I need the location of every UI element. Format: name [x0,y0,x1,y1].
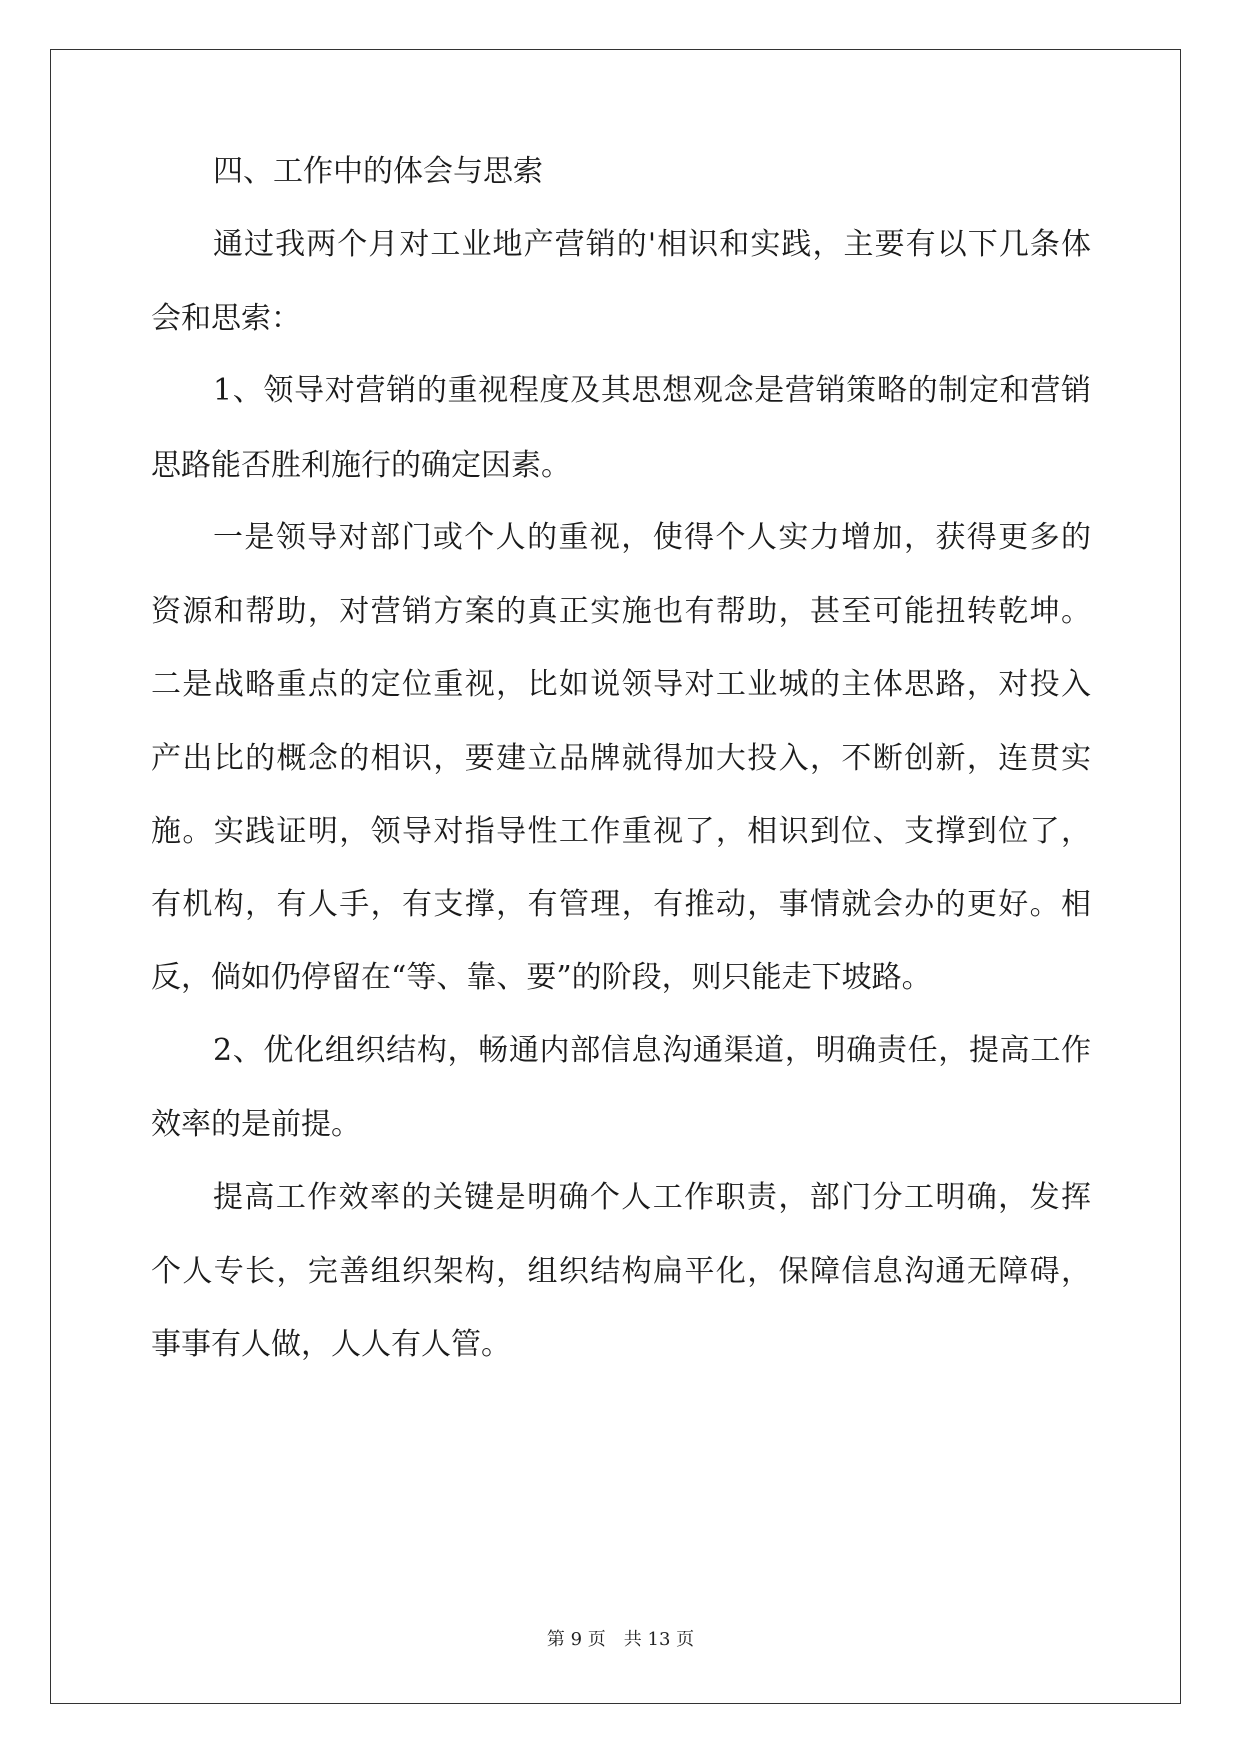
paragraph-line: 2、优化组织结构，畅通内部信息沟通渠道，明确责任，提高工作 [213,1033,1091,1068]
paragraph-line: 通过我两个月对工业地产营销的'相识和实践，主要有以下几条体 [213,227,1091,262]
paragraph-line: 1、领导对营销的重视程度及其思想观念是营销策略的制定和营销 [213,373,1091,408]
paragraph-line: 一是领导对部门或个人的重视，使得个人实力增加，获得更多的 [213,520,1091,555]
paragraph-line: 产出比的概念的相识，要建立品牌就得加大投入，不断创新，连贯实 [151,741,1091,776]
paragraph-line: 事事有人做，人人有人管。 [151,1327,511,1362]
paragraph-line: 思路能否胜利施行的确定因素。 [151,448,571,483]
page-border [50,49,1181,1704]
paragraph-line: 二是战略重点的定位重视，比如说领导对工业城的主体思路，对投入 [151,667,1091,702]
paragraph-line: 有机构，有人手，有支撑，有管理，有推动，事情就会办的更好。相 [151,887,1091,922]
paragraph-line: 会和思索： [151,301,301,336]
section-heading: 四、工作中的体会与思索 [213,154,543,189]
paragraph-line: 施。实践证明，领导对指导性工作重视了，相识到位、支撑到位了， [151,814,1091,849]
paragraph-line: 提高工作效率的关键是明确个人工作职责，部门分工明确，发挥 [213,1180,1091,1215]
paragraph-line: 反，倘如仍停留在“等、靠、要”的阶段，则只能走下坡路。 [151,960,932,995]
page-number-footer: 第 9 页 共 13 页 [546,1629,695,1650]
paragraph-line: 效率的是前提。 [151,1107,361,1142]
paragraph-line: 资源和帮助，对营销方案的真正实施也有帮助，甚至可能扭转乾坤。 [151,594,1091,629]
paragraph-line: 个人专长，完善组织架构，组织结构扁平化，保障信息沟通无障碍， [151,1254,1091,1289]
